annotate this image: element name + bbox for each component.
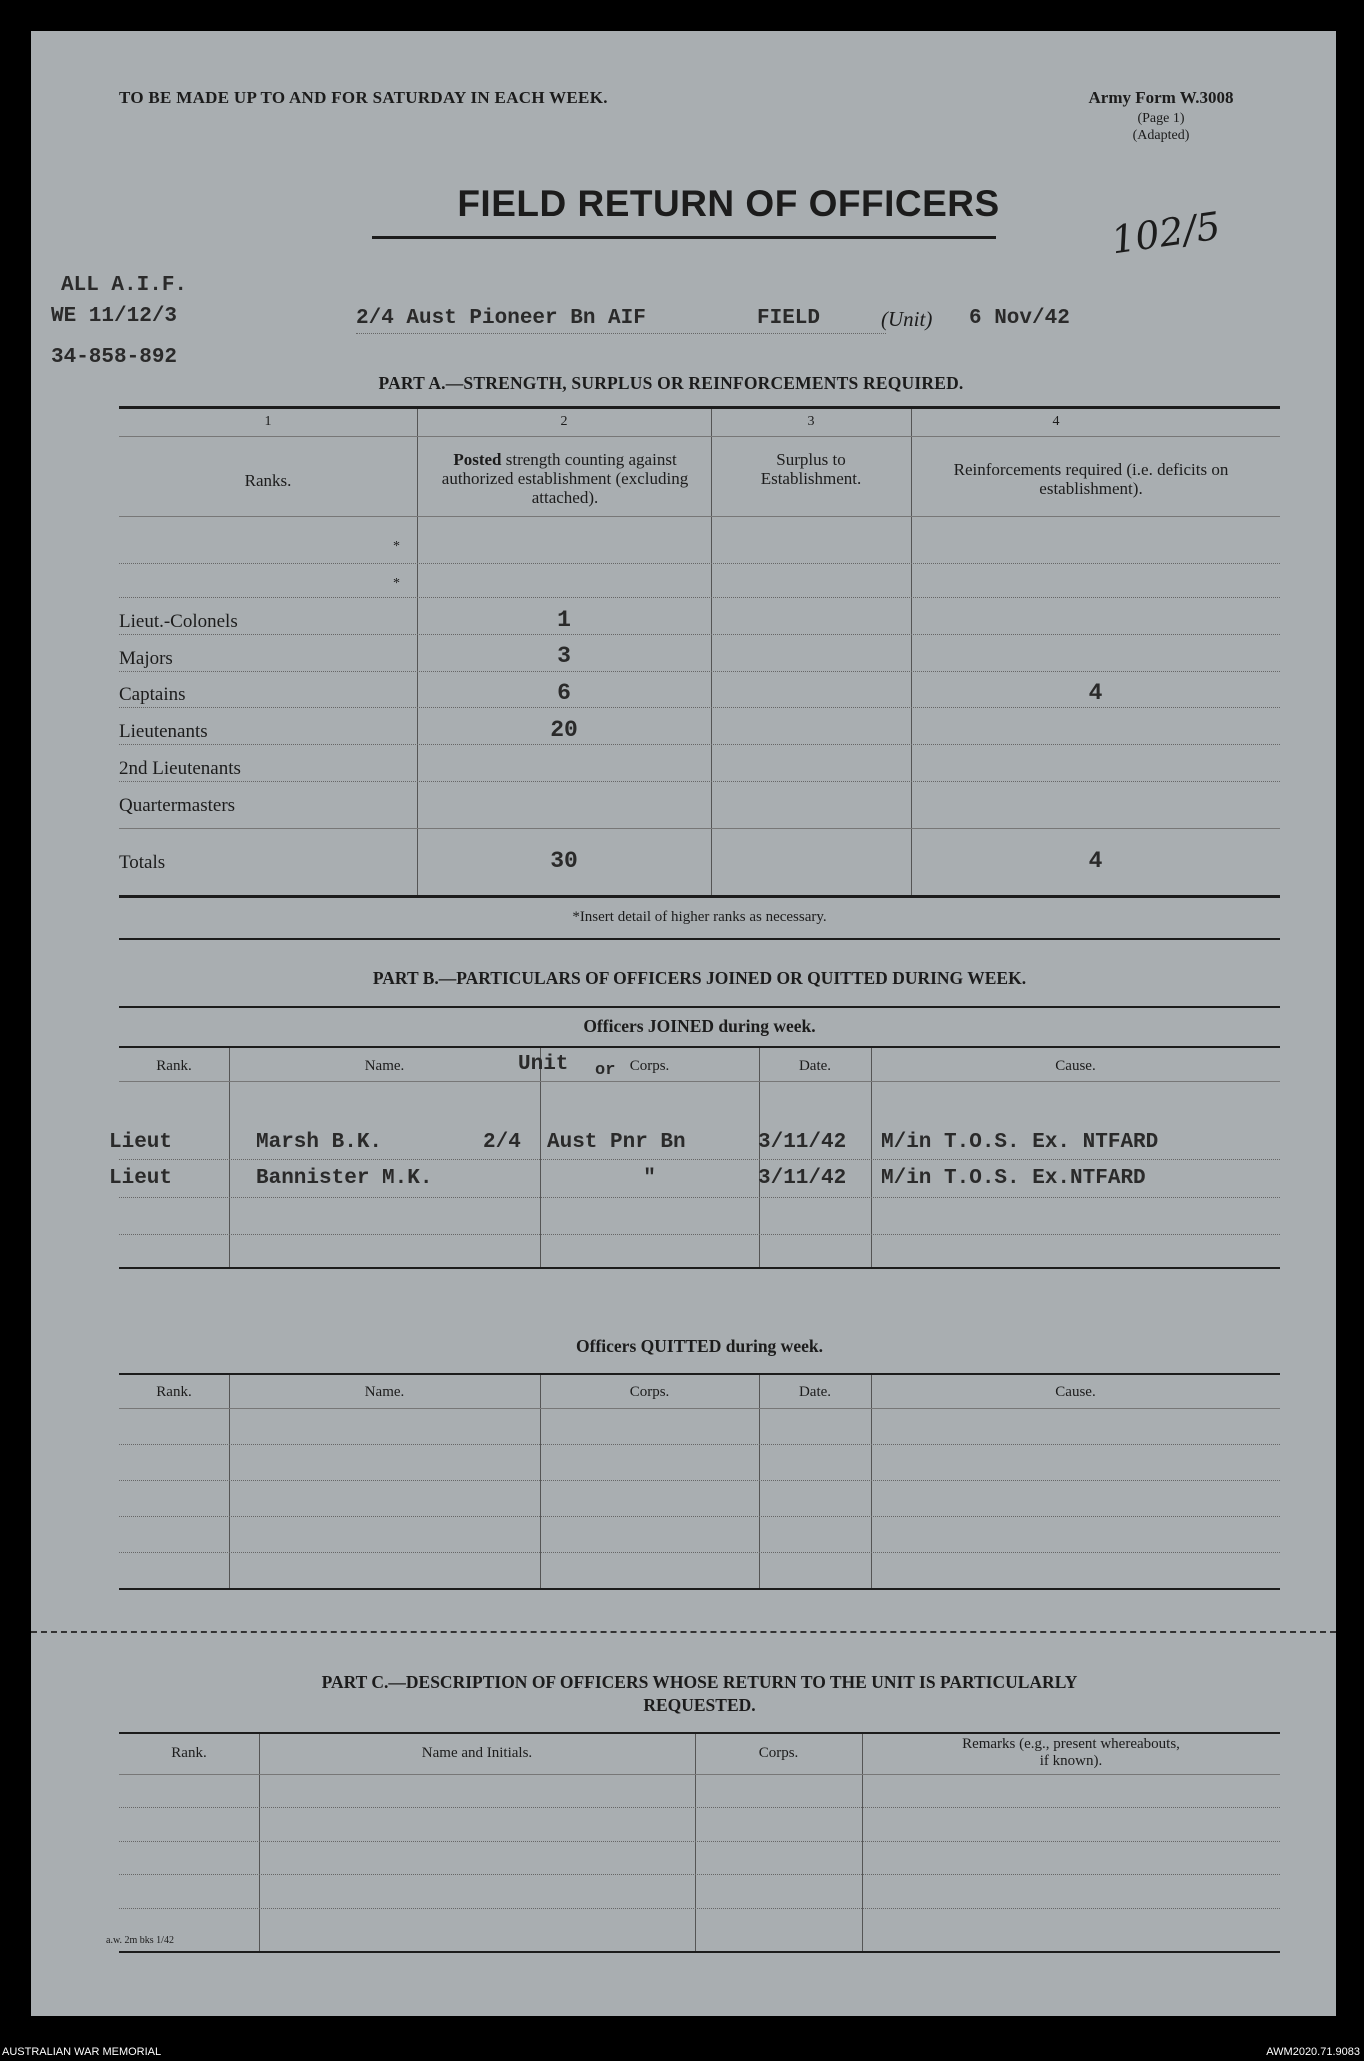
- row-dotted-line: [119, 1807, 1280, 1808]
- quitted-header-name: Name.: [364, 1384, 405, 1400]
- joined-cause: M/in T.O.S. Ex.NTFARD: [881, 1167, 1146, 1190]
- part-c-title-line-1: PART C.—DESCRIPTION OF OFFICERS WHOSE RETURN TO THE UNIT IS PARTICULARLY: [321, 1672, 1078, 1692]
- row-dotted-line: [119, 1841, 1280, 1842]
- posted-rest: strength counting against authorized establishment (excluding attached).: [441, 450, 689, 507]
- part-a-top-rule: [119, 406, 1280, 409]
- form-sheet: [31, 31, 1336, 2016]
- title-underline: [372, 236, 996, 239]
- col-number-1: 1: [264, 414, 272, 429]
- form-page: (Page 1): [1137, 111, 1185, 126]
- col-header-posted: [431, 450, 699, 507]
- row-dotted-line: [119, 1908, 1280, 1909]
- unit-location: FIELD: [757, 307, 821, 330]
- joined-rank: Lieut: [109, 1131, 173, 1154]
- joined-header-rule: [119, 1081, 1280, 1082]
- part-c-title-line-2: REQUESTED.: [643, 1695, 756, 1715]
- unit-name: 2/4 Aust Pioneer Bn AIF: [356, 307, 646, 330]
- row-dotted-line: [119, 1516, 1280, 1517]
- posted-bold: Posted: [453, 450, 502, 469]
- joined-corps: Aust Pnr Bn: [547, 1131, 686, 1154]
- remarks-line-1: Remarks (e.g., present whereabouts,: [962, 1736, 1180, 1752]
- remarks-line-2: if known).: [1039, 1753, 1103, 1769]
- joined-header-date: Date.: [798, 1058, 832, 1074]
- reinforcement-value: 4: [1088, 680, 1103, 706]
- typed-unit: Unit: [518, 1053, 569, 1076]
- totals-reinforcements: 4: [1088, 848, 1103, 874]
- row-dotted-line: [119, 1874, 1280, 1875]
- page-title: FIELD RETURN OF OFFICERS: [457, 183, 1000, 224]
- joined-bottom-rule: [119, 1267, 1280, 1269]
- joined-name: Bannister M.K.: [256, 1167, 433, 1190]
- part-c-header-rank: Rank.: [171, 1745, 207, 1761]
- part-c-top-rule: [119, 1732, 1280, 1734]
- posted-value: 6: [557, 680, 571, 706]
- rank-label: Quartermasters: [119, 795, 236, 816]
- row-dotted-line: [119, 828, 1280, 829]
- part-c-header-corps: Corps.: [758, 1745, 799, 1761]
- instruction-text: TO BE MADE UP TO AND FOR SATURDAY IN EACH WEEK.: [119, 88, 608, 107]
- rank-label: Lieutenants: [119, 721, 208, 742]
- col-number-3: 3: [807, 414, 815, 429]
- col-number-rule: [119, 436, 1280, 437]
- totals-label: Totals: [119, 852, 166, 873]
- quitted-header-corps: Corps.: [629, 1384, 670, 1400]
- part-c-bottom-rule: [119, 1951, 1280, 1953]
- row-dotted-line: [119, 563, 1280, 564]
- row-dotted-line: [119, 1444, 1280, 1445]
- posted-value: 3: [557, 643, 571, 669]
- row-dotted-line: [119, 781, 1280, 782]
- footer-institution: AUSTRALIAN WAR MEMORIAL: [2, 2046, 162, 2058]
- part-a-bottom-rule: [119, 895, 1280, 898]
- joined-title: Officers JOINED during week.: [583, 1016, 816, 1036]
- handwritten-reference: 102/5: [1108, 203, 1224, 263]
- posted-value: 1: [557, 607, 571, 633]
- header-bottom-rule: [119, 516, 1280, 517]
- quitted-top-rule: [119, 1373, 1280, 1375]
- row-dotted-line: [119, 634, 1280, 635]
- col-number-4: 4: [1052, 414, 1060, 429]
- part-c-col-divider: [259, 1734, 260, 1952]
- row-dotted-line: [119, 744, 1280, 745]
- footer-accession: AWM2020.71.9083: [1266, 2046, 1360, 2058]
- joined-header-name: Name.: [364, 1058, 405, 1074]
- joined-header-rank: Rank.: [156, 1058, 192, 1074]
- quitted-header-rank: Rank.: [156, 1384, 192, 1400]
- row-dotted-line: [119, 1480, 1280, 1481]
- part-a-end-rule: [119, 938, 1280, 940]
- form-adapted: (Adapted): [1132, 128, 1190, 143]
- posted-value: 20: [550, 717, 578, 743]
- quitted-header-date: Date.: [798, 1384, 832, 1400]
- joined-date: 3/11/42: [758, 1131, 847, 1154]
- row-dotted-line: [119, 1234, 1280, 1235]
- perforation-line: [31, 1631, 1336, 1633]
- rank-label: Captains: [119, 684, 186, 705]
- rank-label: Majors: [119, 648, 173, 669]
- quitted-bottom-rule: [119, 1588, 1280, 1590]
- part-a-col-divider: [911, 409, 912, 895]
- typed-or: or: [595, 1061, 616, 1080]
- joined-cause: M/in T.O.S. Ex. NTFARD: [881, 1131, 1159, 1154]
- totals-posted: 30: [550, 848, 578, 874]
- row-dotted-line: [119, 707, 1280, 708]
- part-b-top-rule: [119, 1006, 1280, 1008]
- rank-label: Lieut.-Colonels: [119, 611, 238, 632]
- col-number-2: 2: [560, 414, 568, 429]
- part-a-col-divider: [711, 409, 712, 895]
- col-header-ranks: Ranks.: [244, 471, 292, 490]
- row-dotted-line: [119, 1552, 1280, 1553]
- star-marker-2: *: [393, 576, 400, 591]
- rank-label: 2nd Lieutenants: [119, 758, 241, 779]
- quitted-header-rule: [119, 1408, 1280, 1409]
- stamp-line-2: WE 11/12/3: [51, 305, 178, 328]
- part-c-header-name: Name and Initials.: [421, 1745, 533, 1761]
- joined-corps: ": [643, 1167, 656, 1190]
- unit-dotted-line: [356, 333, 886, 334]
- row-dotted-line: [119, 1159, 1280, 1160]
- row-dotted-line: [119, 671, 1280, 672]
- joined-prefix: 2/4: [483, 1131, 521, 1154]
- col-header-reinforcements: Reinforcements required (i.e. deficits on establishment).: [953, 460, 1229, 498]
- joined-date: 3/11/42: [758, 1167, 847, 1190]
- joined-name: Marsh B.K.: [256, 1131, 383, 1154]
- print-code: a.w. 2m bks 1/42: [106, 1935, 174, 1946]
- joined-header-corps: Corps.: [629, 1058, 670, 1074]
- row-dotted-line: [119, 1197, 1280, 1198]
- part-c-header-rule: [119, 1774, 1280, 1775]
- stamp-line-3: 34-858-892: [51, 346, 178, 369]
- joined-header-cause: Cause.: [1055, 1058, 1096, 1074]
- unit-date: 6 Nov/42: [969, 307, 1070, 330]
- part-a-footnote: *Insert detail of higher ranks as necessary.: [572, 909, 827, 925]
- quitted-title: Officers QUITTED during week.: [576, 1336, 823, 1356]
- archive-footer: [0, 2045, 1364, 2061]
- row-dotted-line: [119, 597, 1280, 598]
- part-b-title: PART B.—PARTICULARS OF OFFICERS JOINED OR QUITTED DURING WEEK.: [372, 968, 1027, 988]
- quitted-header-cause: Cause.: [1055, 1384, 1096, 1400]
- part-c-header-remarks: [862, 1736, 1280, 1770]
- stamp-line-1: ALL A.I.F.: [61, 274, 188, 297]
- joined-rank: Lieut: [109, 1167, 173, 1190]
- part-c-col-divider: [695, 1734, 696, 1952]
- joined-top-rule: [119, 1046, 1280, 1048]
- form-number: Army Form W.3008: [1088, 88, 1234, 107]
- col-header-surplus: Surplus to Establishment.: [760, 450, 862, 488]
- part-a-title: PART A.—STRENGTH, SURPLUS OR REINFORCEMENTS REQUIRED.: [378, 373, 964, 393]
- unit-label: (Unit): [881, 307, 933, 331]
- star-marker-1: *: [393, 539, 400, 554]
